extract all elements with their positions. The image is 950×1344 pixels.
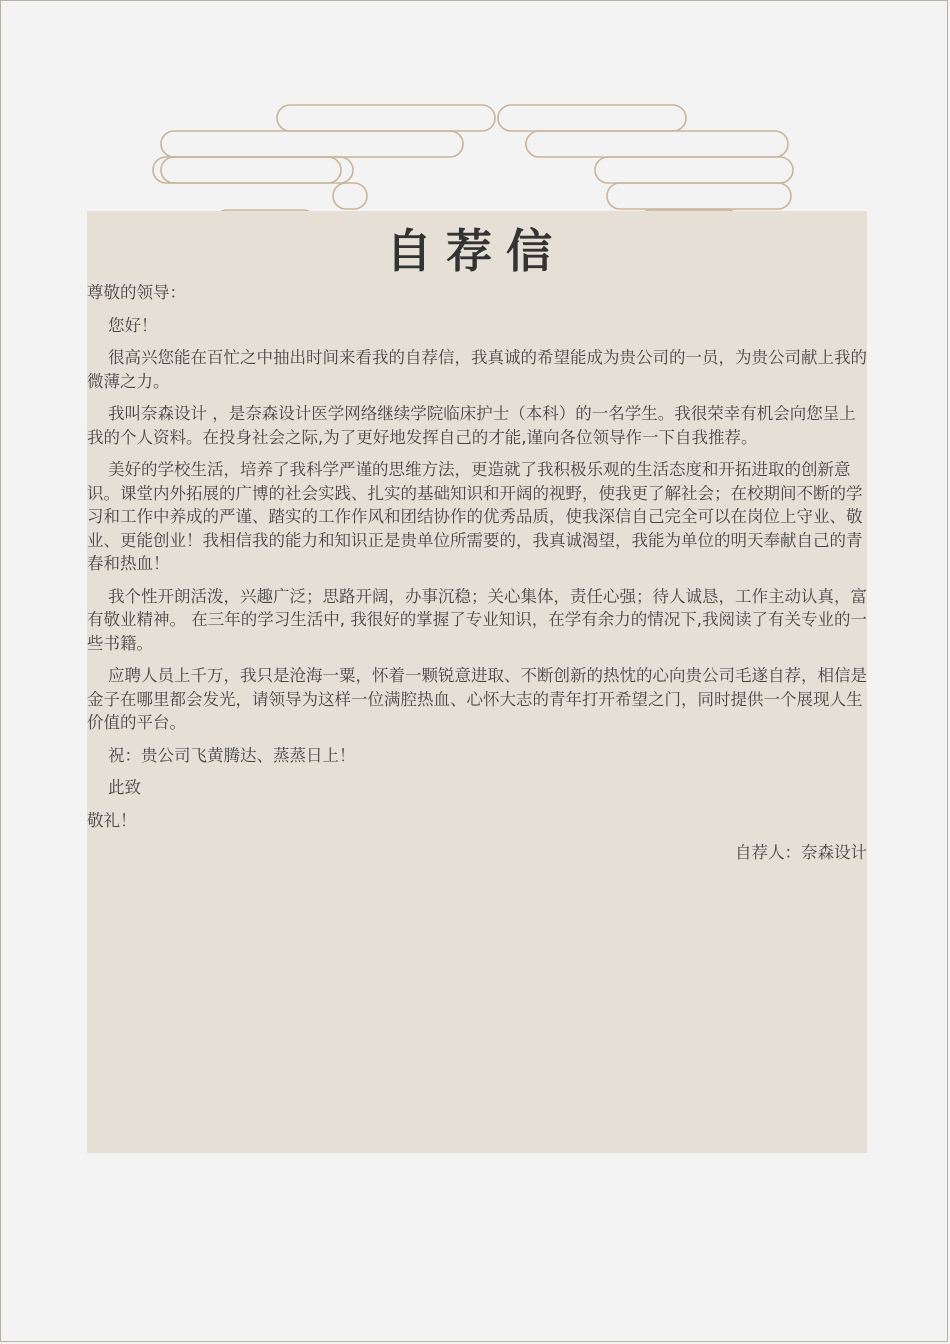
body-paragraph: 美好的学校生活，培养了我科学严谨的思维方法，更造就了我积极乐观的生活态度和开拓进取的创新意识。课堂内外拓展的广博的社会实践、扎实的基础知识和开阔的视野，使我更了解社会；在校期间不断的学习和工作中养成的严谨、踏实的工作作风和团结协作的优秀品质，使我深信自己完全可以在岗位上守业、敬业、更能创业！我相信我的能力和知识正是贵单位所需要的，我真诚渴望，我能为单位的明天奉献自己的青春和热血！ bbox=[87, 460, 863, 573]
body-paragraph: 应聘人员上千万，我只是沧海一粟，怀着一颗锐意进取、不断创新的热忱的心向贵公司毛遂自荐，相信是金子在哪里都会发光，请领导为这样一位满腔热血、心怀大志的青年打开希望之门，同时提供一个展现人生价值的平台。 bbox=[87, 666, 867, 732]
wish-line: 祝：贵公司飞黄腾达、蒸蒸日上！ bbox=[108, 745, 356, 765]
greeting: 您好！ bbox=[108, 315, 158, 335]
body-paragraph: 我个性开朗活泼，兴趣广泛；思路开阔，办事沉稳；关心集体，责任心强；待人诚恳，工作主动认真，富有敬业精神。 在三年的学习生活中, 我很好的掌握了专业知识，在学有余力的情况下,我阅读了有关专业的一些书籍。 bbox=[87, 586, 867, 653]
body-paragraph: 很高兴您能在百忙之中抽出时间来看我的自荐信，我真诚的希望能成为贵公司的一员，为贵公司献上我的微薄之力。 bbox=[87, 348, 867, 391]
body-paragraph: 我叫奈森设计 ，是奈森设计医学网络继续学院临床护士（本科）的一名学生。我很荣幸有机会向您呈上我的个人资料。在投身社会之际,为了更好地发挥自己的才能,谨向各位领导作一下自我推荐。 bbox=[87, 404, 856, 447]
closing-line: 此致 bbox=[108, 778, 141, 797]
letter-body bbox=[87, 281, 867, 874]
signature: 自荐人：奈森设计 bbox=[735, 843, 867, 862]
closing-salute: 敬礼！ bbox=[87, 810, 137, 830]
salutation: 尊敬的领导： bbox=[87, 283, 186, 302]
letter-title: 自荐信 bbox=[386, 224, 566, 278]
